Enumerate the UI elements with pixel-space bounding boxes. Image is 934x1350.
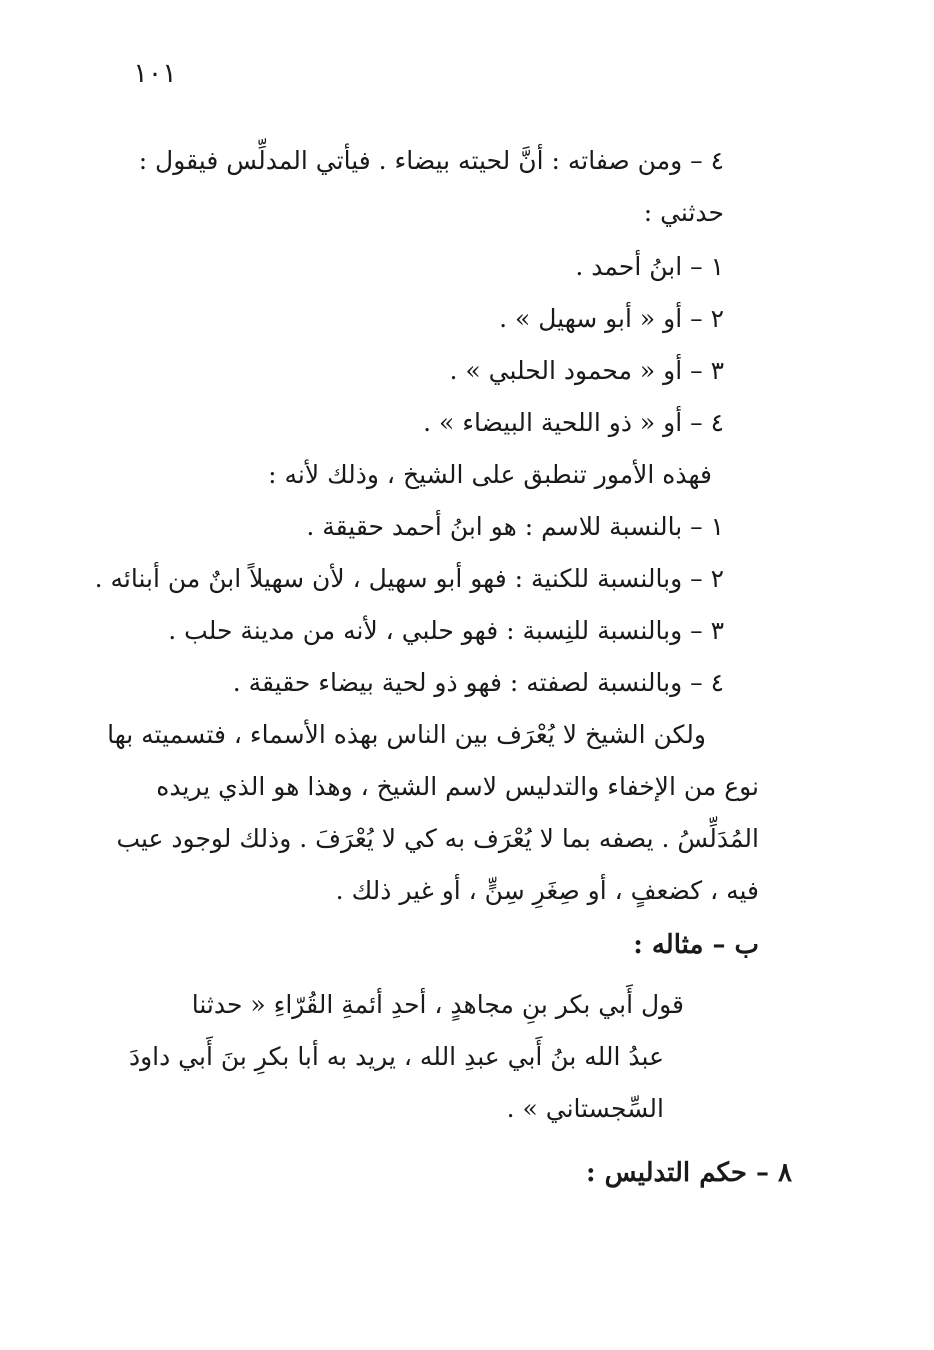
section4-intro-line2: حدثني : xyxy=(643,198,724,227)
ruling-heading: ٨ – حكم التدليس : xyxy=(585,1158,792,1188)
explanation-intro: فهذه الأمور تنطبق على الشيخ ، وذلك لأنه : xyxy=(268,460,712,489)
name-item-3: ٣ – أو « محمود الحلبي » . xyxy=(449,356,724,385)
name-item-2: ٢ – أو « أبو سهيل » . xyxy=(499,304,724,333)
name-item-1: ١ – ابنُ أحمد . xyxy=(575,252,724,281)
reason-item-3: ٣ – وبالنسبة للنِسبة : فهو حلبي ، لأنه من مدينة حلب . xyxy=(168,616,724,645)
page-number: ١٠١ xyxy=(133,58,177,89)
conclusion-line-4: فيه ، كضعفٍ ، أو صِغَرِ سِنٍّ ، أو غير ذلك . xyxy=(335,876,759,905)
reason-item-4: ٤ – وبالنسبة لصفته : فهو ذو لحية بيضاء حقيقة . xyxy=(232,668,724,697)
conclusion-line-2: نوع من الإخفاء والتدليس لاسم الشيخ ، وهذا هو الذي يريده xyxy=(156,772,759,801)
conclusion-line-3: المُدَلِّسُ . يصفه بما لا يُعْرَف به كي لا يُعْرَفَ . وذلك لوجود عيب xyxy=(116,824,759,853)
reason-item-2: ٢ – وبالنسبة للكنية : فهو أبو سهيل ، لأن سهيلاً ابنٌ من أبنائه . xyxy=(94,564,724,593)
example-line-3: السِّجستاني » . xyxy=(506,1094,664,1123)
example-line-1: قول أَبي بكر بنِ مجاهدٍ ، أحدِ أئمةِ القُرّاءِ « حدثنا xyxy=(191,990,684,1019)
section4-intro-line1: ٤ – ومن صفاته : أنَّ لحيته بيضاء . فيأتي المدلِّس فيقول : xyxy=(138,146,724,175)
name-item-4: ٤ – أو « ذو اللحية البيضاء » . xyxy=(423,408,724,437)
conclusion-line-1: ولكن الشيخ لا يُعْرَف بين الناس بهذه الأسماء ، فتسميته بها xyxy=(107,720,706,749)
reason-item-1: ١ – بالنسبة للاسم : هو ابنُ أحمد حقيقة . xyxy=(306,512,724,541)
example-heading: ب – مثاله : xyxy=(633,930,759,960)
example-line-2: عبدُ الله بنُ أَبي عبدِ الله ، يريد به أبا بكرِ بنَ أَبي داودَ xyxy=(128,1042,664,1071)
